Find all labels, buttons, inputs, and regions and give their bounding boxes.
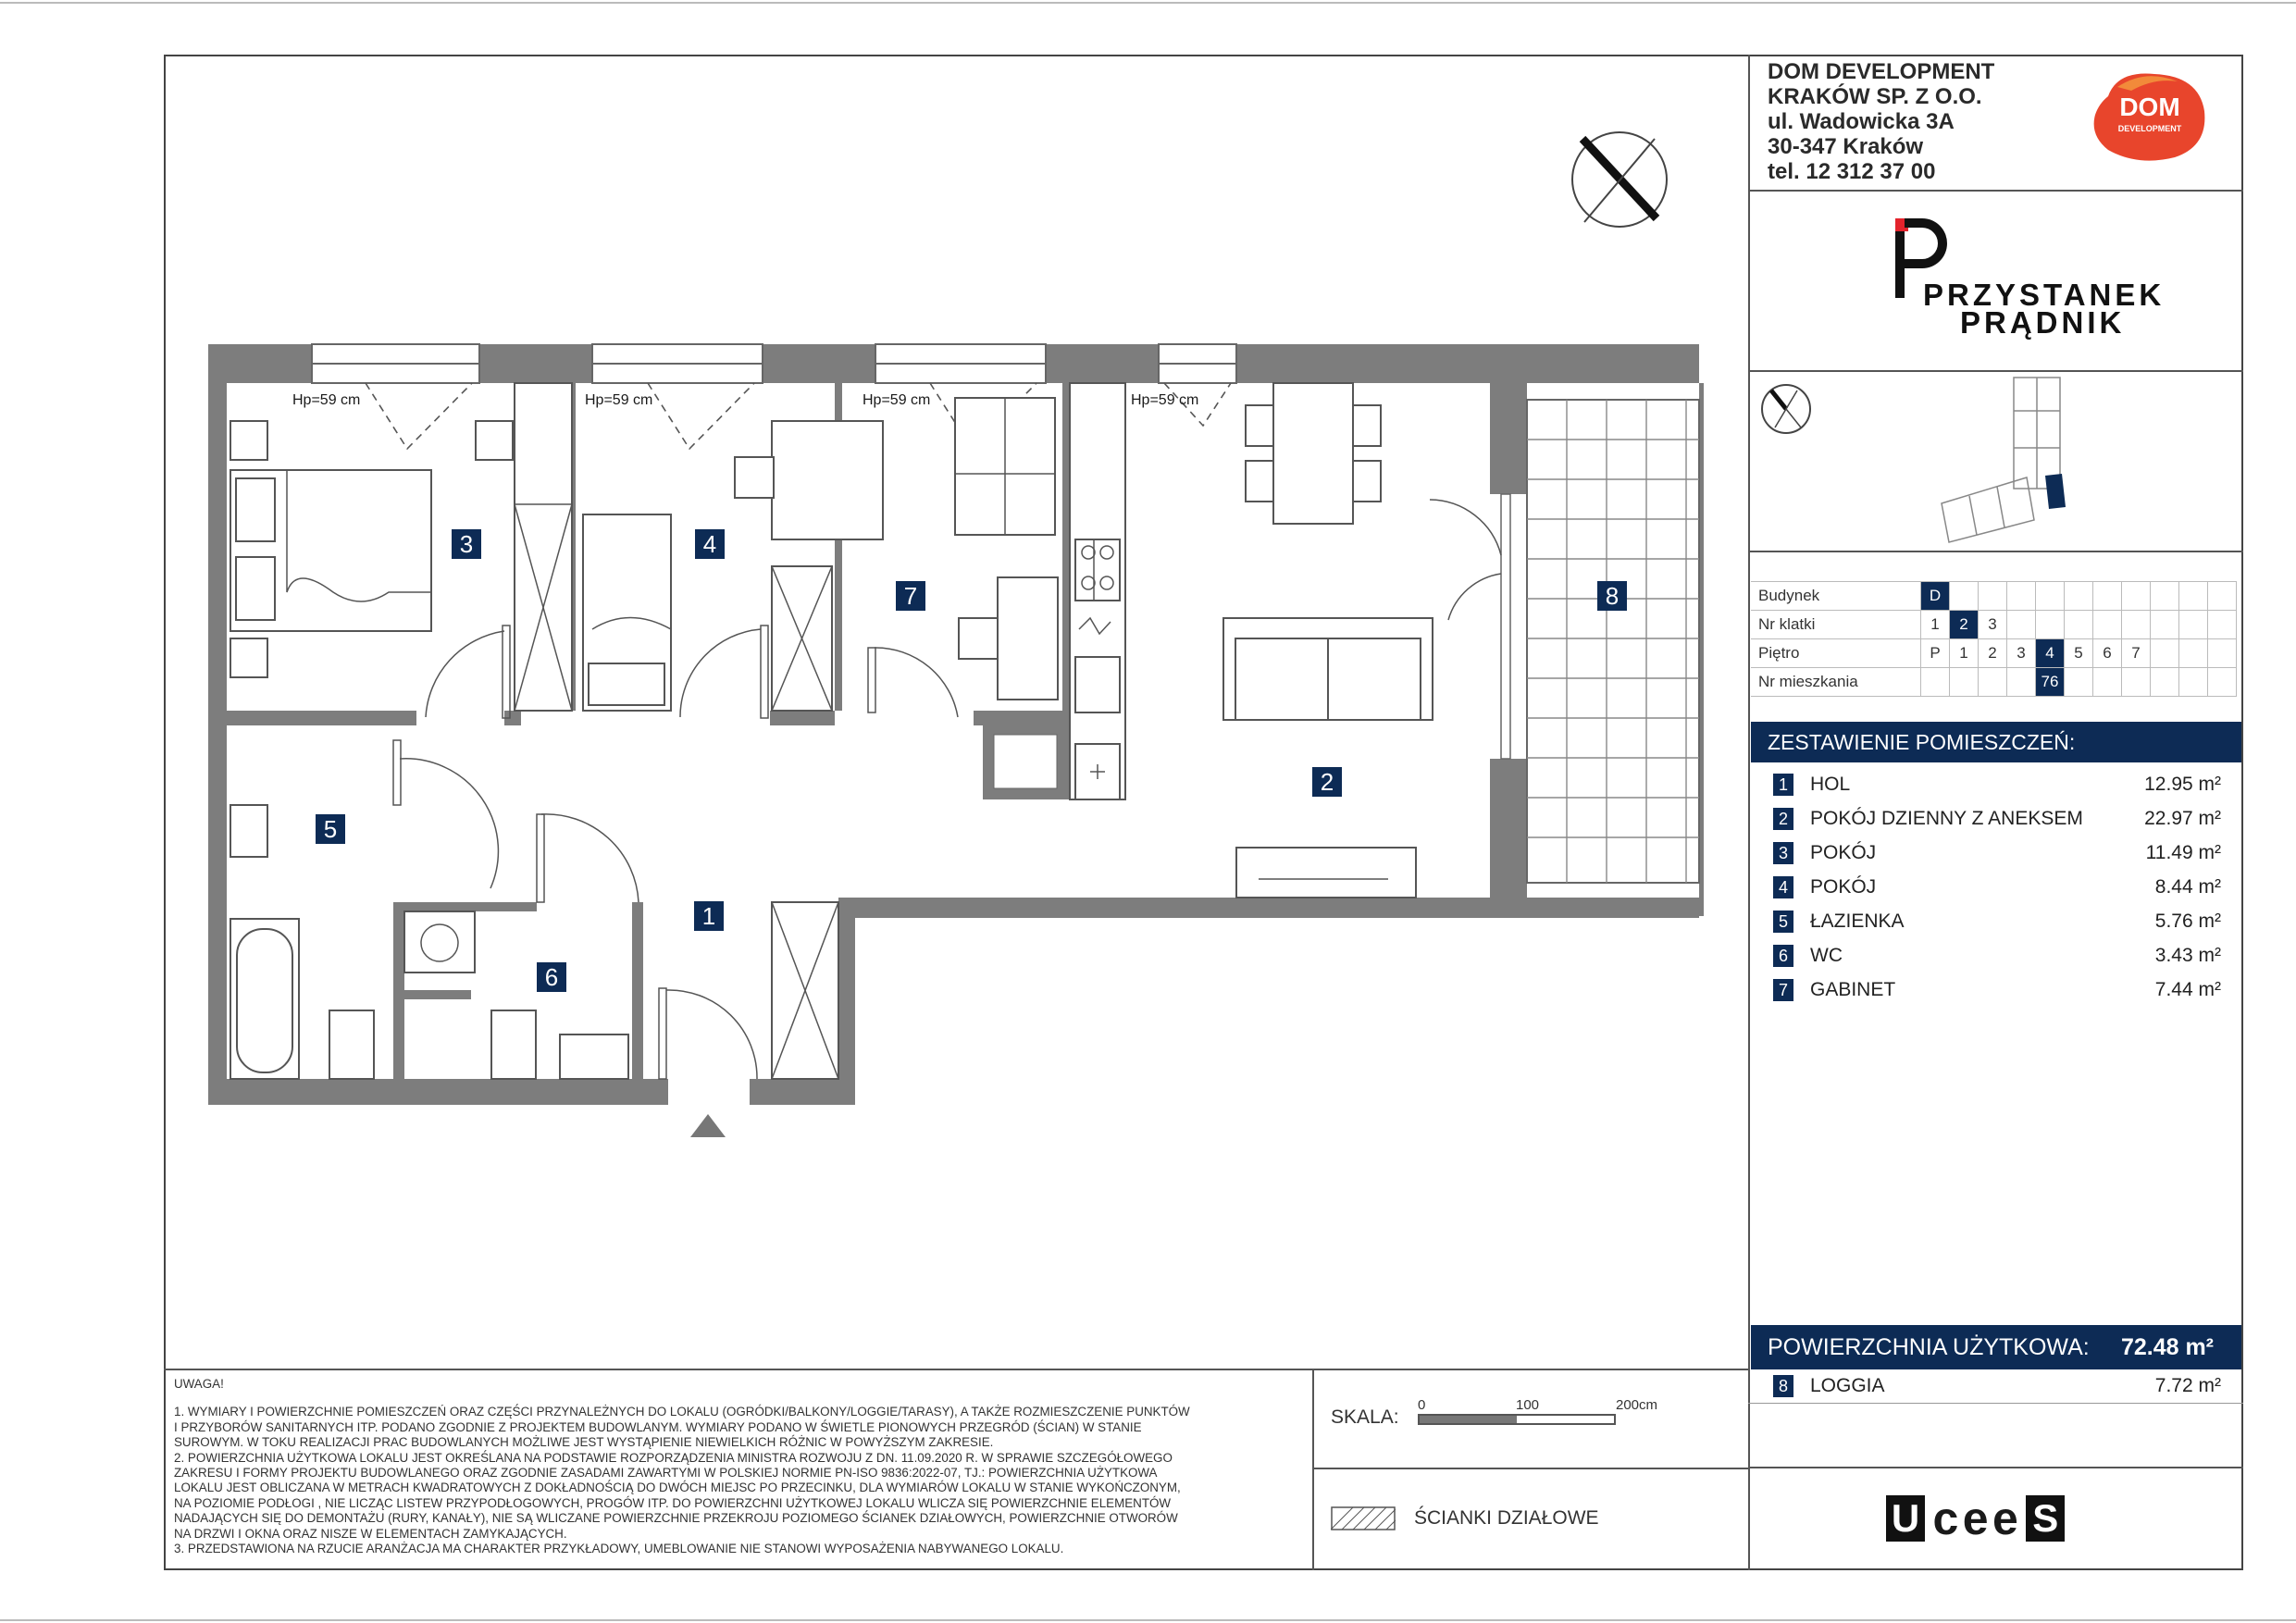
location-cell	[2065, 582, 2093, 611]
location-row	[1751, 611, 2237, 639]
plan-room-label: 8	[1597, 581, 1627, 611]
logo-letter: e	[1962, 1493, 1989, 1544]
location-cell	[2065, 611, 2093, 639]
location-cell: 4	[2036, 639, 2065, 668]
scale-tick: 100	[1516, 1397, 1540, 1413]
project-name: PRĄDNIK	[1960, 305, 2126, 340]
room-area: 5.76 m²	[2154, 911, 2221, 932]
plan-room-label: 7	[896, 581, 925, 611]
location-cell: 1	[1921, 611, 1950, 639]
room-area: 7.44 m²	[2154, 979, 2221, 1000]
room-name: WC	[1810, 945, 1843, 966]
top-rule	[0, 2, 2296, 4]
note-line: LOKALU JEST OBLICZANA W METRACH KWADRATOWYCH Z DOKŁADNOŚCIĄ DO DWÓCH MIEJSC PO PRZECINKU, DLA WYMIARÓW LOKALU W STANIE WYKOŃCZONYM,	[174, 1481, 1181, 1495]
room-number: 6	[1773, 945, 1793, 967]
location-cell: 1	[1950, 639, 1979, 668]
location-cell	[2007, 668, 2036, 697]
location-cell	[2151, 639, 2179, 668]
room-name: POKÓJ DZIENNY Z ANEKSEM	[1810, 808, 2083, 829]
scale-label: SKALA:	[1331, 1406, 1399, 1428]
room-number: 4	[1773, 876, 1793, 898]
compass-icon	[1572, 132, 1667, 227]
room-row	[1751, 871, 2241, 905]
note-line: NA DRZWI I OKNA ORAZ NISZE W ELEMENTACH ZAMYKAJĄCYCH.	[174, 1526, 567, 1541]
scale-tick: 200cm	[1616, 1397, 1658, 1413]
window-height-label: Hp=59 cm	[585, 392, 653, 408]
room-area: 8.44 m²	[2154, 876, 2221, 898]
total-area-bar	[1751, 1325, 2241, 1369]
location-cell	[2151, 668, 2179, 697]
plan-room-label: 6	[537, 962, 566, 992]
location-cell	[2007, 582, 2036, 611]
dom-development-logo	[2090, 68, 2210, 165]
location-row-label: Budynek	[1751, 582, 1921, 611]
room-number: 3	[1773, 842, 1793, 864]
location-cell: 7	[2122, 639, 2151, 668]
mini-compass-icon	[1758, 381, 1814, 437]
location-cell	[2179, 611, 2208, 639]
room-number: 7	[1773, 979, 1793, 1001]
location-cell	[2208, 611, 2237, 639]
room-name: POKÓJ	[1810, 842, 1877, 863]
room-name: GABINET	[1810, 979, 1896, 1000]
note-line: I PRZYBORÓW SANITARNYCH ITP. PODANO ZGODNIE Z PROJEKTEM BUDOWLANYM. WYMIARY PODANO W ŚWIETLE PIONOWYCH PRZEGRÓD (ŚCIAN) W STANIE	[174, 1419, 1142, 1434]
location-cell: 3	[1979, 611, 2007, 639]
note-line: ZAKRESU I FORMY PROJEKTU BUDOWLANEGO ORAZ ZGODNIE ZASADAMI ZAWARTYMI W POLSKIEJ NORMIE PN-ISO 9836:2022-07, TJ.: POWIERZCHNIA UŻYTKOWA	[174, 1466, 1158, 1481]
window-height-label: Hp=59 cm	[1131, 392, 1199, 408]
scale-divider	[1312, 1369, 1314, 1570]
location-cell	[2179, 668, 2208, 697]
scale-bar-fill	[1420, 1416, 1517, 1423]
location-cell	[2179, 639, 2208, 668]
location-cell: 76	[2036, 668, 2065, 697]
rooms-header: ZESTAWIENIE POMIESZCZEŃ:	[1751, 722, 2241, 762]
note-line: 2. POWIERZCHNIA UŻYTKOWA LOKALU JEST OKREŚLANA NA PODSTAWIE ROZPORZĄDZENIA MINISTRA ROZWOJU Z DN. 11.09.2020 R. W SPRAWIE SZCZEGÓŁOWEGO	[174, 1450, 1173, 1465]
floor-plan	[166, 56, 1748, 1370]
room-number: 1	[1773, 774, 1793, 796]
sidebar-divider	[1748, 55, 1750, 1570]
location-row	[1751, 582, 2237, 611]
location-table	[1751, 581, 2237, 697]
room-number: 8	[1773, 1375, 1793, 1397]
room-name: POKÓJ	[1810, 876, 1877, 898]
location-cell	[2007, 611, 2036, 639]
location-cell	[1979, 582, 2007, 611]
scale-bar	[1418, 1414, 1616, 1425]
location-row-label: Nr mieszkania	[1751, 668, 1921, 697]
room-row	[1751, 768, 2241, 802]
location-cell	[1950, 668, 1979, 697]
window-height-label: Hp=59 cm	[863, 392, 931, 408]
location-cell	[1921, 668, 1950, 697]
location-cell	[2208, 639, 2237, 668]
logo-text: DOM	[2119, 93, 2180, 121]
room-name: HOL	[1810, 774, 1851, 795]
location-row	[1751, 639, 2237, 668]
company-line: tel. 12 312 37 00	[1768, 159, 1936, 184]
location-cell: 3	[2007, 639, 2036, 668]
bottom-rule	[0, 1619, 2296, 1621]
partition-walls-label: ŚCIANKI DZIAŁOWE	[1414, 1507, 1599, 1529]
room-area: 3.43 m²	[2154, 945, 2221, 966]
hatch-legend-swatch	[1331, 1506, 1396, 1530]
location-cell	[2093, 668, 2122, 697]
room-area: 11.49 m²	[2145, 842, 2221, 863]
sidebar-sep-4	[1748, 1467, 2243, 1468]
sidebar-sep-2	[1748, 370, 2243, 372]
room-name: LOGGIA	[1810, 1375, 1885, 1396]
room-row	[1751, 905, 2241, 939]
room-area: 7.72 m²	[2154, 1375, 2221, 1396]
room-row	[1751, 802, 2241, 836]
location-row-label: Piętro	[1751, 639, 1921, 668]
room-number: 2	[1773, 808, 1793, 830]
total-area-label: POWIERZCHNIA UŻYTKOWA:	[1768, 1334, 2090, 1360]
location-cell	[2093, 582, 2122, 611]
site-plan-map	[1934, 374, 2073, 550]
note-line: SUROWYM. W TOKU REALIZACJI PRAC BUDOWLANYCH MOŻLIWE JEST WYSTĄPIENIE NIEWIELKICH RÓŻNIC W POWYŻSZYM ZAKRESIE.	[174, 1435, 994, 1450]
location-cell: 2	[1950, 611, 1979, 639]
location-cell	[2093, 611, 2122, 639]
location-cell	[1979, 668, 2007, 697]
location-cell: D	[1921, 582, 1950, 611]
notes-title: UWAGA!	[174, 1377, 224, 1391]
loggia-row	[1751, 1369, 2241, 1404]
note-line: NADAJĄCYCH SIĘ DO DEMONTAŻU (RURY, KANAŁY), NIE SĄ WLICZANE POWIERZCHNIE PRZEKROJU POZIOMEGO ŚCIANEK DZIAŁOWYCH, POWIERZCHNIE OTWORÓW	[174, 1511, 1178, 1526]
location-cell	[2208, 668, 2237, 697]
location-cell	[2065, 668, 2093, 697]
logo-letter: U	[1886, 1495, 1925, 1542]
logo-letter: e	[1992, 1493, 2018, 1544]
company-line: DOM DEVELOPMENT	[1768, 59, 1995, 84]
sidebar-sep-1	[1748, 190, 2243, 192]
room-area: 12.95 m²	[2144, 774, 2221, 795]
location-cell	[2036, 611, 2065, 639]
room-name: ŁAZIENKA	[1810, 911, 1905, 932]
location-row-label: Nr klatki	[1751, 611, 1921, 639]
logo-letter: S	[2026, 1495, 2065, 1542]
room-row	[1751, 836, 2241, 871]
plan-room-label: 5	[316, 814, 345, 844]
location-cell	[2122, 611, 2151, 639]
location-row	[1751, 668, 2237, 697]
scale-tick: 0	[1418, 1397, 1426, 1413]
company-address	[1768, 59, 1994, 184]
plan-room-label: 2	[1312, 767, 1342, 797]
company-line: 30-347 Kraków	[1768, 134, 1924, 159]
legend-divider	[1312, 1468, 1750, 1469]
company-line: KRAKÓW SP. Z O.O.	[1768, 84, 1982, 109]
company-line: ul. Wadowicka 3A	[1768, 109, 1955, 134]
plan-room-label: 4	[695, 529, 725, 559]
location-cell	[2179, 582, 2208, 611]
location-cell: 5	[2065, 639, 2093, 668]
location-cell: 6	[2093, 639, 2122, 668]
plan-room-label: 3	[452, 529, 481, 559]
location-cell	[2151, 582, 2179, 611]
room-area: 22.97 m²	[2144, 808, 2221, 829]
logo-letter: c	[1932, 1493, 1959, 1544]
window-height-label: Hp=59 cm	[292, 392, 361, 408]
logo-subtext: DEVELOPMENT	[2117, 124, 2182, 133]
total-area-value: 72.48 m²	[2120, 1334, 2214, 1360]
location-cell	[2122, 668, 2151, 697]
location-cell	[2036, 582, 2065, 611]
note-line: 1. WYMIARY I POWIERZCHNIE POMIESZCZEŃ ORAZ CZĘŚCI PRZYNALEŻNYCH DO LOKALU (OGRÓDKI/BALKONY/LOGGIE/TARASY), A TAKŻE ROZMIESZCZENIE PUNKTÓW	[174, 1405, 1190, 1419]
location-cell	[2151, 611, 2179, 639]
location-cell: 2	[1979, 639, 2007, 668]
room-number: 5	[1773, 911, 1793, 933]
location-cell	[1950, 582, 1979, 611]
project-name: PRZYSTANEK	[1923, 278, 2166, 312]
location-cell	[2122, 582, 2151, 611]
plan-room-label: 1	[694, 901, 724, 931]
note-line: 3. PRZEDSTAWIONA NA RZUCIE ARANŻACJA MA CHARAKTER PRZYKŁADOWY, UMEBLOWANIE NIE STANOWI WYPOSAŻENIA NABYWANEGO LOKALU.	[174, 1542, 1064, 1556]
sidebar-sep-3	[1748, 551, 2243, 552]
disclaimer-notes	[174, 1377, 1285, 1556]
location-cell	[2208, 582, 2237, 611]
loggia-underline	[1748, 1403, 2243, 1404]
room-row	[1751, 939, 2241, 973]
room-row	[1751, 973, 2241, 1008]
location-cell: P	[1921, 639, 1950, 668]
note-line: NA POZIOMIE PODŁOGI , NIE LICZĄC LISTEW PRZYPODŁOGOWYCH, PROGÓW ITP. DO POWIERZCHNI UŻYTKOWEJ LOKALU WLICZA SIĘ POWIERZCHNIE ELEMENTÓW	[174, 1495, 1172, 1510]
ucees-logo	[1886, 1492, 2065, 1545]
